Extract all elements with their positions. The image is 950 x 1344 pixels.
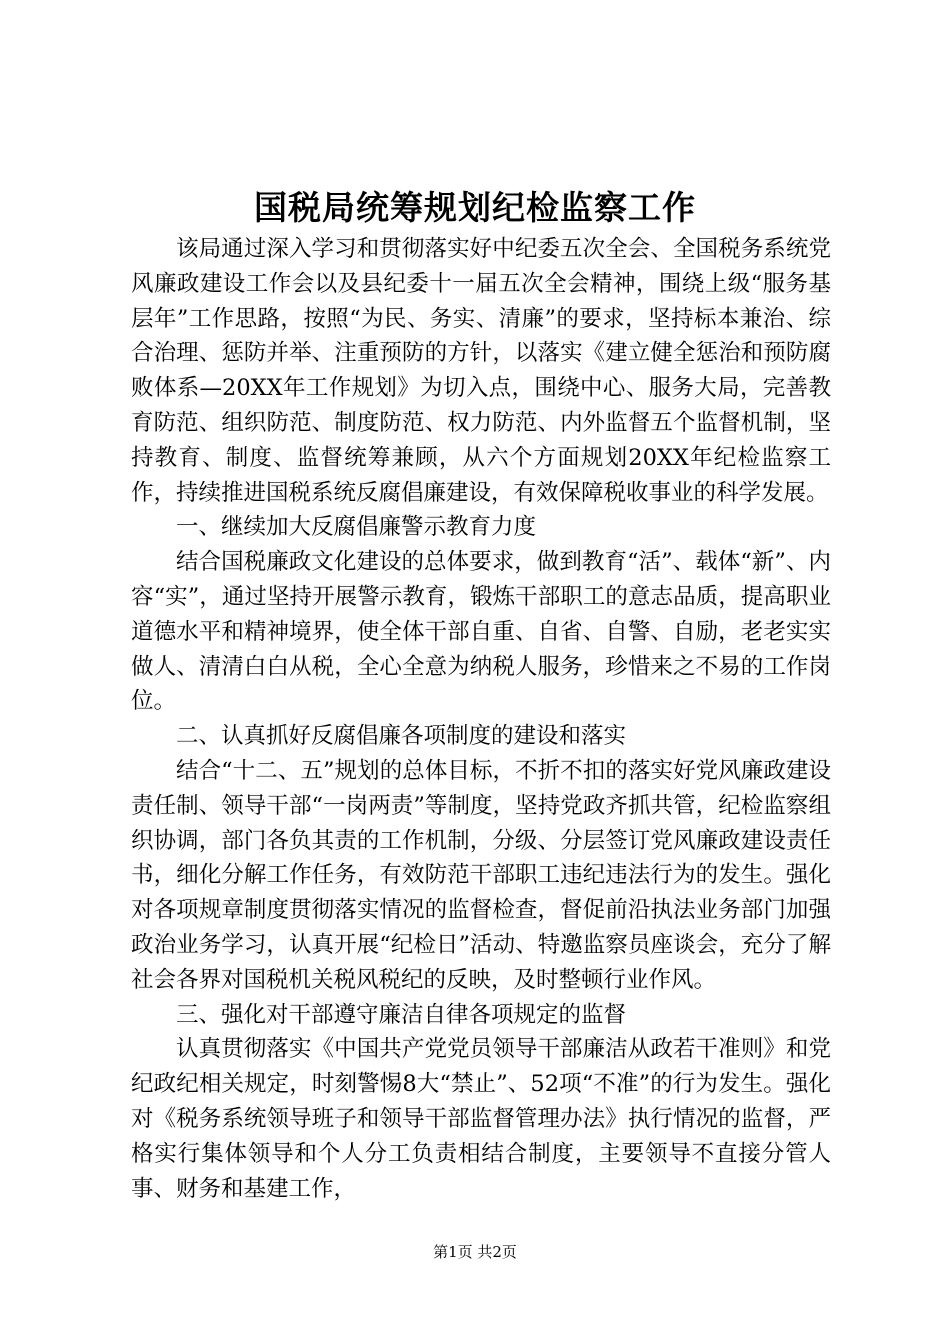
document-body xyxy=(131,232,831,1206)
section-heading-3: 三、强化对干部遵守廉洁自律各项规定的监督 xyxy=(176,1001,627,1028)
document-title: 国税局统筹规划纪检监察工作 xyxy=(254,188,696,227)
paragraph-section-3: 认真贯彻落实《中国共产党党员领导干部廉洁从政若干准则》和党纪政纪相关规定，时刻警惕8大“禁止”、52项“不准”的行为发生。强化对《税务系统领导班子和领导干部监督管理办法》执行情况的监督，严格实行集体领导和个人分工负责相结合制度，主要领导不直接分管人事、财务和基建工作， xyxy=(131,1036,831,1202)
paragraph-section-1: 结合国税廉政文化建设的总体要求，做到教育“活”、载体“新”、内容“实”，通过坚持开展警示教育，锻炼干部职工的意志品质，提高职业道德水平和精神境界，使全体干部自重、自省、自警、自励，老老实实做人、清清白白从税，全心全意为纳税人服务，珍惜来之不易的工作岗位。 xyxy=(131,549,831,715)
paragraph-section-2: 结合“十二、五”规划的总体目标，不折不扣的落实好党风廉政建设责任制、领导干部“一岗两责”等制度，坚持党政齐抓共管，纪检监察组织协调，部门各负其责的工作机制，分级、分层签订党风廉政建设责任书，细化分解工作任务，有效防范干部职工违纪违法行为的发生。强化对各项规章制度贯彻落实情况的监督检查，督促前沿执法业务部门加强政治业务学习，认真开展“纪检日”活动、特邀监察员座谈会，充分了解社会各界对国税机关税风税纪的反映，及时整顿行业作风。 xyxy=(131,757,831,993)
paragraph-intro: 该局通过深入学习和贯彻落实好中纪委五次全会、全国税务系统党风廉政建设工作会以及县纪委十一届五次全会精神，围绕上级“服务基层年”工作思路，按照“为民、务实、清廉”的要求，坚持标本兼治、综合治理、惩防并举、注重预防的方针，以落实《建立健全惩治和预防腐败体系—20XX年工作规划》为切入点，围绕中心、服务大局，完善教育防范、组织防范、制度防范、权力防范、内外监督五个监督机制，坚持教育、制度、监督统筹兼顾，从六个方面规划20XX年纪检监察工作，持续推进国税系统反腐倡廉建设，有效保障税收事业的科学发展。 xyxy=(131,236,831,506)
section-heading-1: 一、继续加大反腐倡廉警示教育力度 xyxy=(176,514,537,541)
page-number-footer: 第1页 共2页 xyxy=(433,1243,517,1261)
section-heading-2: 二、认真抓好反腐倡廉各项制度的建设和落实 xyxy=(176,723,627,750)
